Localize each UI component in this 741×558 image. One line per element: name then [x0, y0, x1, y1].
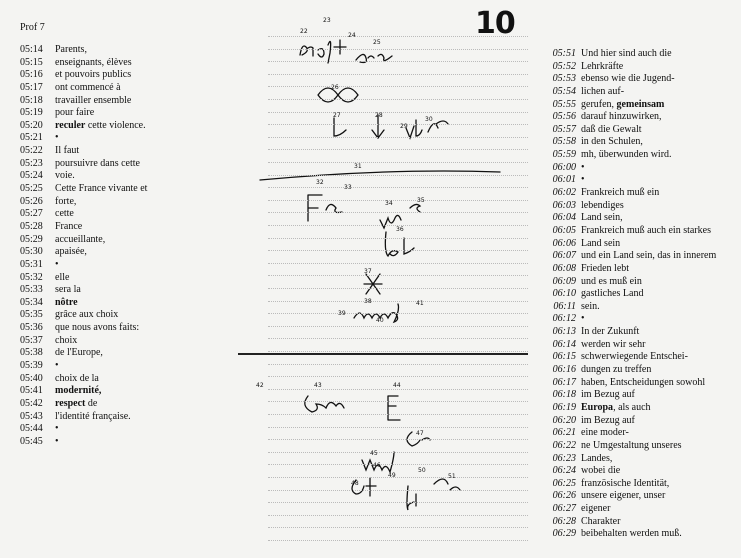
line-text: • [55, 423, 59, 435]
german-line [535, 528, 716, 541]
french-line [20, 373, 147, 386]
timestamp: 05:16 [20, 69, 43, 81]
french-line [20, 284, 147, 297]
line-text: sera la [55, 284, 81, 296]
line-text: mh, überwunden wird. [581, 149, 672, 161]
line-text: ont commencé à [55, 81, 121, 93]
french-line [20, 297, 147, 310]
timestamp: 06:27 [552, 503, 576, 515]
timestamp: 05:58 [552, 136, 576, 148]
line-text: und ein Land sein, das in innerem [581, 250, 717, 262]
line-text: eigener [581, 503, 611, 515]
french-line [20, 411, 147, 424]
timestamp: 06:03 [552, 199, 576, 211]
line-text: wobei die [581, 465, 621, 477]
note-rule-line [268, 502, 528, 503]
line-text: lebendiges [581, 199, 624, 211]
french-line [20, 246, 147, 259]
line-text: reculer cette violence. [55, 119, 146, 131]
timestamp: 05:18 [20, 94, 43, 106]
timestamp: 06:04 [552, 212, 576, 224]
line-text: gastliches Land [581, 288, 644, 300]
french-line [20, 272, 147, 285]
line-text: daß die Gewalt [581, 123, 642, 135]
timestamp: 05:57 [552, 123, 576, 135]
line-text: forte, [55, 195, 77, 207]
note-rule-line [268, 338, 528, 339]
timestamp: 05:40 [20, 372, 43, 384]
german-line [535, 326, 716, 339]
german-line [535, 402, 716, 415]
timestamp: 06:12 [552, 313, 576, 325]
line-text: poursuivre dans cette [55, 157, 140, 169]
note-rule-line [268, 112, 528, 113]
german-line [535, 263, 716, 276]
line-text: ne Umgestaltung unseres [581, 439, 682, 451]
note-marker: 28 [375, 112, 383, 119]
timestamp: 06:00 [552, 161, 576, 173]
line-text: beibehalten werden muß. [581, 528, 682, 540]
french-line [20, 120, 147, 133]
note-marker: 22 [300, 28, 308, 35]
timestamp: 05:32 [20, 271, 43, 283]
timestamp: 05:44 [20, 423, 43, 435]
timestamp: 06:19 [552, 401, 576, 413]
german-transcript [535, 48, 716, 541]
line-text: nôtre [55, 296, 78, 308]
line-text: dungen zu treffen [581, 364, 652, 376]
line-text: choix de la [55, 372, 99, 384]
timestamp: 06:07 [552, 250, 576, 262]
timestamp: 06:22 [552, 439, 576, 451]
line-text: elle [55, 271, 70, 283]
note-rule-line [268, 326, 528, 327]
line-text: • [581, 174, 585, 186]
line-text: • [55, 435, 59, 447]
timestamp: 05:54 [552, 85, 576, 97]
german-line [535, 415, 716, 428]
timestamp: 06:10 [552, 288, 576, 300]
timestamp: 05:53 [552, 73, 576, 85]
line-text: Land sein [581, 237, 621, 249]
german-line [535, 111, 716, 124]
line-text: gerufen, gemeinsam [581, 98, 665, 110]
french-line [20, 145, 147, 158]
timestamp: 05:19 [20, 107, 43, 119]
line-text: Und hier sind auch die [581, 48, 672, 59]
french-line [20, 57, 147, 70]
note-rule-line [268, 439, 528, 440]
german-line [535, 86, 716, 99]
note-rule-line [268, 515, 528, 516]
timestamp: 05:20 [20, 119, 43, 131]
timestamp: 06:05 [552, 224, 576, 236]
timestamp: 05:22 [20, 145, 43, 157]
timestamp: 05:34 [20, 296, 43, 308]
note-rule-line [268, 401, 528, 402]
timestamp: 06:14 [552, 338, 576, 350]
line-text: in den Schulen, [581, 136, 643, 148]
note-separator [238, 353, 528, 355]
line-text: et pouvoirs publics [55, 69, 132, 81]
note-marker: 50 [418, 467, 426, 474]
timestamp: 06:24 [552, 465, 576, 477]
line-text: eine moder- [581, 427, 629, 439]
timestamp: 05:52 [552, 60, 576, 72]
note-marker: 33 [344, 184, 352, 191]
timestamp: 05:23 [20, 157, 43, 169]
note-rule-line [268, 288, 528, 289]
french-line [20, 259, 147, 272]
french-line [20, 322, 147, 335]
note-marker: 38 [364, 298, 372, 305]
french-line [20, 423, 147, 436]
handwritten-notes [238, 0, 528, 558]
note-rule-line [268, 200, 528, 201]
timestamp: 05:55 [552, 98, 576, 110]
line-text: respect de [55, 397, 98, 409]
line-text: enseignants, élèves [55, 56, 132, 68]
german-line [535, 124, 716, 137]
note-rule-line [268, 351, 528, 352]
line-text: und es muß ein [581, 275, 642, 287]
line-text: choix [55, 334, 78, 346]
german-line [535, 238, 716, 251]
timestamp: 06:06 [552, 237, 576, 249]
note-marker: 30 [425, 116, 433, 123]
note-marker: 37 [364, 268, 372, 275]
timestamp: 05:25 [20, 183, 43, 195]
timestamp: 06:17 [552, 376, 576, 388]
note-rule-line [268, 490, 528, 491]
line-text: unsere eigener, unser [581, 490, 666, 502]
note-rule-line [268, 427, 528, 428]
german-line [535, 364, 716, 377]
timestamp: 06:21 [552, 427, 576, 439]
timestamp: 05:17 [20, 81, 43, 93]
line-text: • [581, 313, 585, 325]
german-line [535, 187, 716, 200]
note-rule-line [268, 124, 528, 125]
timestamp: 05:45 [20, 435, 43, 447]
note-marker: 48 [351, 480, 359, 487]
timestamp: 06:18 [552, 389, 576, 401]
line-text: Land sein, [581, 212, 623, 224]
line-text: Landes, [581, 452, 613, 464]
line-text: Europa, als auch [581, 401, 651, 413]
note-rule-line [268, 212, 528, 213]
line-text: • [55, 258, 59, 270]
note-marker: 29 [400, 123, 408, 130]
note-rule-line [268, 61, 528, 62]
timestamp: 05:30 [20, 246, 43, 258]
german-line [535, 162, 716, 175]
note-rule-line [268, 477, 528, 478]
timestamp: 05:21 [20, 132, 43, 144]
german-line [535, 389, 716, 402]
line-text: werden wir sehr [581, 338, 646, 350]
line-text: Frieden lebt [581, 262, 630, 274]
note-marker: 24 [348, 32, 356, 39]
note-marker: 36 [396, 226, 404, 233]
note-marker: 45 [370, 450, 378, 457]
french-line [20, 234, 147, 247]
line-text: ebenso wie die Jugend- [581, 73, 675, 85]
timestamp: 05:59 [552, 149, 576, 161]
line-text: travailler ensemble [55, 94, 132, 106]
page-number: 10 [475, 6, 515, 41]
timestamp: 05:37 [20, 334, 43, 346]
interpreter-notes [238, 0, 528, 558]
note-marker: 31 [354, 163, 362, 170]
timestamp: 05:29 [20, 233, 43, 245]
german-line [535, 516, 716, 529]
line-text: de l'Europe, [55, 347, 103, 359]
note-rule-line [268, 364, 528, 365]
french-line [20, 221, 147, 234]
note-rule-line [268, 238, 528, 239]
german-line [535, 478, 716, 491]
line-text: l'identité française. [55, 410, 131, 422]
line-text: pour faire [55, 107, 95, 119]
note-rule-line [268, 540, 528, 541]
timestamp: 06:23 [552, 452, 576, 464]
timestamp: 05:24 [20, 170, 43, 182]
line-text: im Bezug auf [581, 414, 635, 426]
french-line [20, 132, 147, 145]
line-text: Lehrkräfte [581, 60, 624, 72]
note-rule-line [268, 527, 528, 528]
note-marker: 25 [373, 39, 381, 46]
note-rule-line [268, 162, 528, 163]
timestamp: 06:20 [552, 414, 576, 426]
line-text: France [55, 220, 83, 232]
french-line [20, 170, 147, 183]
line-text: • [581, 161, 585, 173]
german-line [535, 440, 716, 453]
note-marker: 34 [385, 200, 393, 207]
note-rule-line [268, 263, 528, 264]
note-marker: 49 [388, 472, 396, 479]
line-text: Parents, [55, 44, 87, 55]
note-rule-line [268, 49, 528, 50]
note-marker: 43 [314, 382, 322, 389]
line-text: lichen auf- [581, 85, 625, 97]
line-text: Frankreich muß ein [581, 187, 660, 199]
german-line [535, 73, 716, 86]
french-line [20, 398, 147, 411]
german-line [535, 313, 716, 326]
german-line [535, 301, 716, 314]
french-line [20, 196, 147, 209]
german-line [535, 288, 716, 301]
note-marker: 26 [331, 84, 339, 91]
timestamp: 06:02 [552, 187, 576, 199]
line-text: darauf hinzuwirken, [581, 111, 662, 123]
timestamp: 05:39 [20, 360, 43, 372]
german-line [535, 351, 716, 364]
french-line [20, 158, 147, 171]
note-rule-line [268, 313, 528, 314]
line-text: Cette France vivante et [55, 183, 148, 195]
note-rule-line [268, 74, 528, 75]
timestamp: 06:28 [552, 515, 576, 527]
line-text: accueillante, [55, 233, 106, 245]
note-marker: 46 [373, 462, 381, 469]
german-line [535, 276, 716, 289]
note-rule-line [268, 275, 528, 276]
german-line [535, 465, 716, 478]
note-marker: 32 [316, 179, 324, 186]
line-text: französische Identität, [581, 477, 670, 489]
note-marker: 27 [333, 112, 341, 119]
note-rule-line [268, 301, 528, 302]
line-text: Charakter [581, 515, 621, 527]
french-line [20, 82, 147, 95]
timestamp: 05:56 [552, 111, 576, 123]
line-text: voie. [55, 170, 75, 182]
french-line [20, 95, 147, 108]
german-line [535, 453, 716, 466]
timestamp: 05:15 [20, 56, 43, 68]
timestamp: 05:31 [20, 258, 43, 270]
timestamp: 06:08 [552, 262, 576, 274]
line-text: sein. [581, 300, 600, 312]
note-rule-line [268, 464, 528, 465]
french-line [20, 335, 147, 348]
note-rule-line [268, 452, 528, 453]
timestamp: 05:14 [20, 44, 43, 55]
german-line [535, 61, 716, 74]
line-text: • [55, 360, 59, 372]
french-line [20, 360, 147, 373]
timestamp: 06:29 [552, 528, 576, 540]
note-marker: 35 [417, 197, 425, 204]
german-line [535, 136, 716, 149]
german-line [535, 212, 716, 225]
german-line [535, 427, 716, 440]
line-text: cette [55, 208, 74, 220]
german-line [535, 250, 716, 263]
line-text: grâce aux choix [55, 309, 119, 321]
note-marker: 47 [416, 430, 424, 437]
timestamp: 06:09 [552, 275, 576, 287]
note-marker: 51 [448, 473, 456, 480]
french-line [20, 44, 147, 57]
line-text: schwerwiegende Entschei- [581, 351, 688, 363]
note-rule-line [268, 36, 528, 37]
note-rule-line [268, 175, 528, 176]
note-rule-line [268, 137, 528, 138]
german-line [535, 503, 716, 516]
timestamp: 05:38 [20, 347, 43, 359]
german-line [535, 48, 716, 61]
timestamp: 05:33 [20, 284, 43, 296]
page-header: Prof 7 [20, 22, 45, 33]
note-rule-line [268, 250, 528, 251]
note-rule-line [268, 376, 528, 377]
note-marker: 39 [338, 310, 346, 317]
note-marker: 42 [256, 382, 264, 389]
line-text: In der Zukunft [581, 326, 640, 338]
line-text: modernité, [55, 385, 102, 397]
timestamp: 05:41 [20, 385, 43, 397]
french-line [20, 208, 147, 221]
timestamp: 06:15 [552, 351, 576, 363]
french-line [20, 69, 147, 82]
note-marker: 41 [416, 300, 424, 307]
note-rule-line [268, 99, 528, 100]
french-line [20, 309, 147, 322]
line-text: haben, Entscheidungen sowohl [581, 376, 706, 388]
french-line [20, 183, 147, 196]
german-line [535, 99, 716, 112]
note-marker: 23 [323, 17, 331, 24]
french-transcript [20, 44, 147, 449]
french-line [20, 436, 147, 449]
french-line [20, 107, 147, 120]
german-line [535, 200, 716, 213]
timestamp: 05:26 [20, 195, 43, 207]
timestamp: 06:13 [552, 326, 576, 338]
german-line [535, 174, 716, 187]
note-marker: 44 [393, 382, 401, 389]
timestamp: 06:01 [552, 174, 576, 186]
german-line [535, 490, 716, 503]
timestamp: 05:36 [20, 322, 43, 334]
timestamp: 05:28 [20, 220, 43, 232]
french-line [20, 347, 147, 360]
timestamp: 05:43 [20, 410, 43, 422]
french-line [20, 385, 147, 398]
timestamp: 06:26 [552, 490, 576, 502]
timestamp: 05:35 [20, 309, 43, 321]
note-rule-line [268, 86, 528, 87]
german-line [535, 339, 716, 352]
note-marker: 40 [376, 317, 384, 324]
timestamp: 06:25 [552, 477, 576, 489]
line-text: im Bezug auf [581, 389, 635, 401]
line-text: que nous avons faits: [55, 322, 140, 334]
timestamp: 06:11 [553, 300, 576, 312]
note-rule-line [268, 187, 528, 188]
line-text: Frankreich muß auch ein starkes [581, 224, 711, 236]
line-text: apaisée, [55, 246, 87, 258]
line-text: Il faut [55, 145, 80, 157]
timestamp: 06:16 [552, 364, 576, 376]
german-line [535, 149, 716, 162]
timestamp: 05:42 [20, 397, 43, 409]
line-text: • [55, 132, 59, 144]
note-rule-line [268, 414, 528, 415]
timestamp: 05:51 [552, 48, 576, 59]
german-line [535, 225, 716, 238]
note-rule-line [268, 149, 528, 150]
german-line [535, 377, 716, 390]
timestamp: 05:27 [20, 208, 43, 220]
